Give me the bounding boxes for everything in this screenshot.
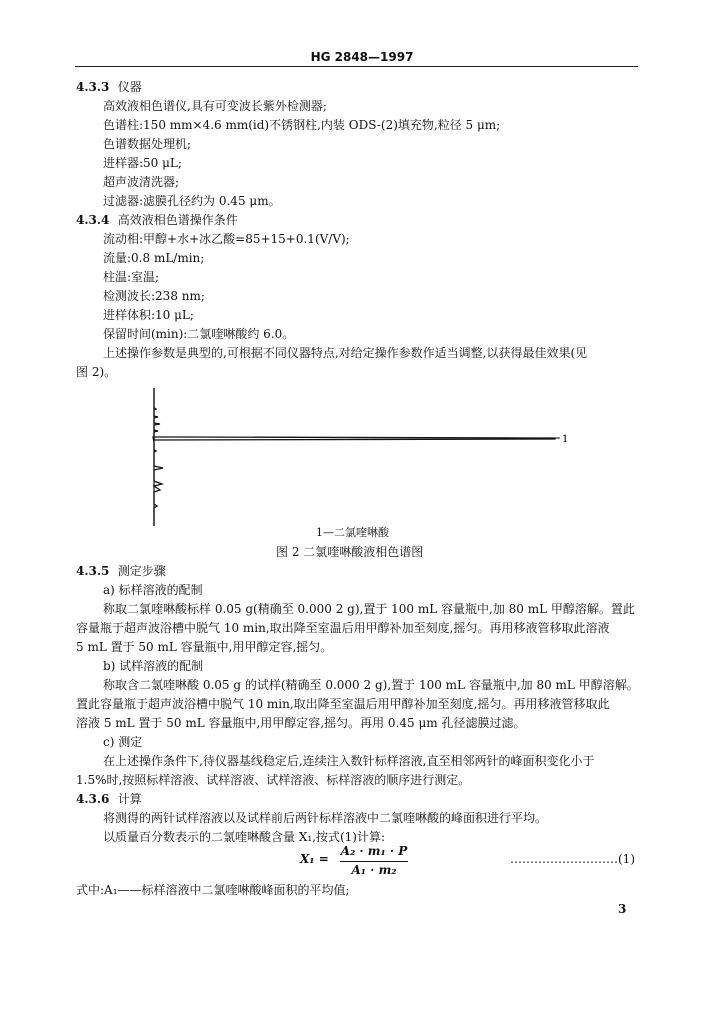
figure-legend: 1—二氯喹啉酸 [316, 526, 389, 539]
paragraph-line: 1.5%时,按照标样溶液、试样溶液、试样溶液、标样溶液的顺序进行测定。 [76, 773, 471, 787]
condition-item: 流量:0.8 mL/min; [103, 251, 205, 265]
instrument-item: 超声波清洗器; [103, 175, 180, 189]
instrument-item: 高效液相色谱仪,具有可变波长紫外检测器; [103, 99, 327, 113]
where-clause: 式中:A₁——标样溶液中二氯喹啉酸峰面积的平均值; [76, 883, 350, 897]
condition-item: 检测波长:238 nm; [103, 289, 205, 303]
section-title: 计算 [117, 792, 142, 806]
paragraph-line: 溶液 5 mL 置于 50 mL 容量瓶中,用甲醇定容,摇匀。再用 0.45 μm 孔径滤膜过滤。 [76, 716, 526, 730]
paragraph-line: 上述操作参数是典型的,可根据不同仪器特点,对给定操作参数作适当调整,以获得最佳效果(见 [103, 346, 588, 360]
paragraph-line: 将测得的两针试样溶液以及试样前后两针标样溶液中二氯喹啉酸的峰面积进行平均。 [103, 811, 548, 825]
section-4-3-4-heading [76, 213, 238, 227]
paragraph-line: 称取含二氯喹啉酸 0.05 g 的试样(精确至 0.000 2 g),置于 100 mL 容量瓶中,加 80 mL 甲醇溶解。 [103, 678, 639, 692]
instrument-item: 色谱数据处理机; [103, 137, 192, 151]
header-rule [75, 66, 638, 67]
instrument-item: 过滤器:滤膜孔径约为 0.45 μm。 [103, 194, 281, 208]
standard-number: HG 2848—1997 [310, 50, 414, 64]
chromatogram-figure [110, 380, 580, 530]
condition-item: 进样体积:10 μL; [103, 308, 194, 322]
section-number: 4.3.5 [76, 564, 110, 578]
figure-caption: 图 2 二氯喹啉酸液相色谱图 [276, 545, 424, 559]
section-title: 高效液相色谱操作条件 [117, 213, 238, 227]
page-number: 3 [618, 902, 627, 916]
chromatogram-trace [153, 388, 555, 526]
instrument-item: 进样器:50 μL; [103, 156, 182, 170]
section-4-3-5-heading [76, 564, 166, 578]
section-number: 4.3.4 [76, 213, 110, 227]
paragraph-line: 图 2)。 [76, 365, 117, 379]
formula-denominator: A₁ · m₂ [351, 863, 397, 877]
section-4-3-3-heading [76, 80, 142, 94]
paragraph-line: 称取二氯喹啉酸标样 0.05 g(精确至 0.000 2 g),置于 100 mL 容量瓶中,加 80 mL 甲醇溶解。置此 [103, 602, 635, 616]
section-title: 仪器 [117, 80, 142, 94]
fraction-bar [340, 861, 408, 862]
section-title: 测定步骤 [117, 564, 166, 578]
peak-label: 1 [562, 434, 569, 445]
paragraph-line: 5 mL 置于 50 mL 容量瓶中,用甲醇定容,摇匀。 [76, 640, 333, 654]
paragraph-line: 以质量百分数表示的二氯喹啉酸含量 X₁,按式(1)计算: [103, 830, 386, 844]
condition-item: 流动相:甲醇+水+冰乙酸=85+15+0.1(V/V); [103, 232, 350, 246]
section-number: 4.3.3 [76, 80, 110, 94]
formula-lhs: X₁ = [300, 852, 329, 866]
section-4-3-6-heading [76, 792, 142, 806]
instrument-item: 色谱柱:150 mm×4.6 mm(id)不锈钢柱,内装 ODS-(2)填充物,粒径 5 μm; [103, 118, 501, 132]
section-number: 4.3.6 [76, 792, 110, 806]
condition-item: 保留时间(min):二氯喹啉酸约 6.0。 [103, 327, 295, 341]
equation-number: ………………………(1) [510, 852, 635, 866]
paragraph-line: 在上述操作条件下,待仪器基线稳定后,连续注入数针标样溶液,直至相邻两针的峰面积变化小于 [103, 754, 595, 768]
formula-numerator: A₂ · m₁ · P [340, 844, 408, 858]
subsection-title: c) 测定 [103, 735, 143, 749]
subsection-title: b) 试样溶液的配制 [103, 659, 204, 673]
condition-item: 柱温:室温; [103, 270, 160, 284]
paragraph-line: 置此容量瓶于超声波浴槽中脱气 10 min,取出降至室温后用甲醇补加至刻度,摇匀。再用移液管移取此 [76, 697, 610, 711]
subsection-title: a) 标样溶液的配制 [103, 583, 203, 597]
paragraph-line: 容量瓶于超声波浴槽中脱气 10 min,取出降至室温后用甲醇补加至刻度,摇匀。再用移液管移取此溶液 [76, 621, 610, 635]
